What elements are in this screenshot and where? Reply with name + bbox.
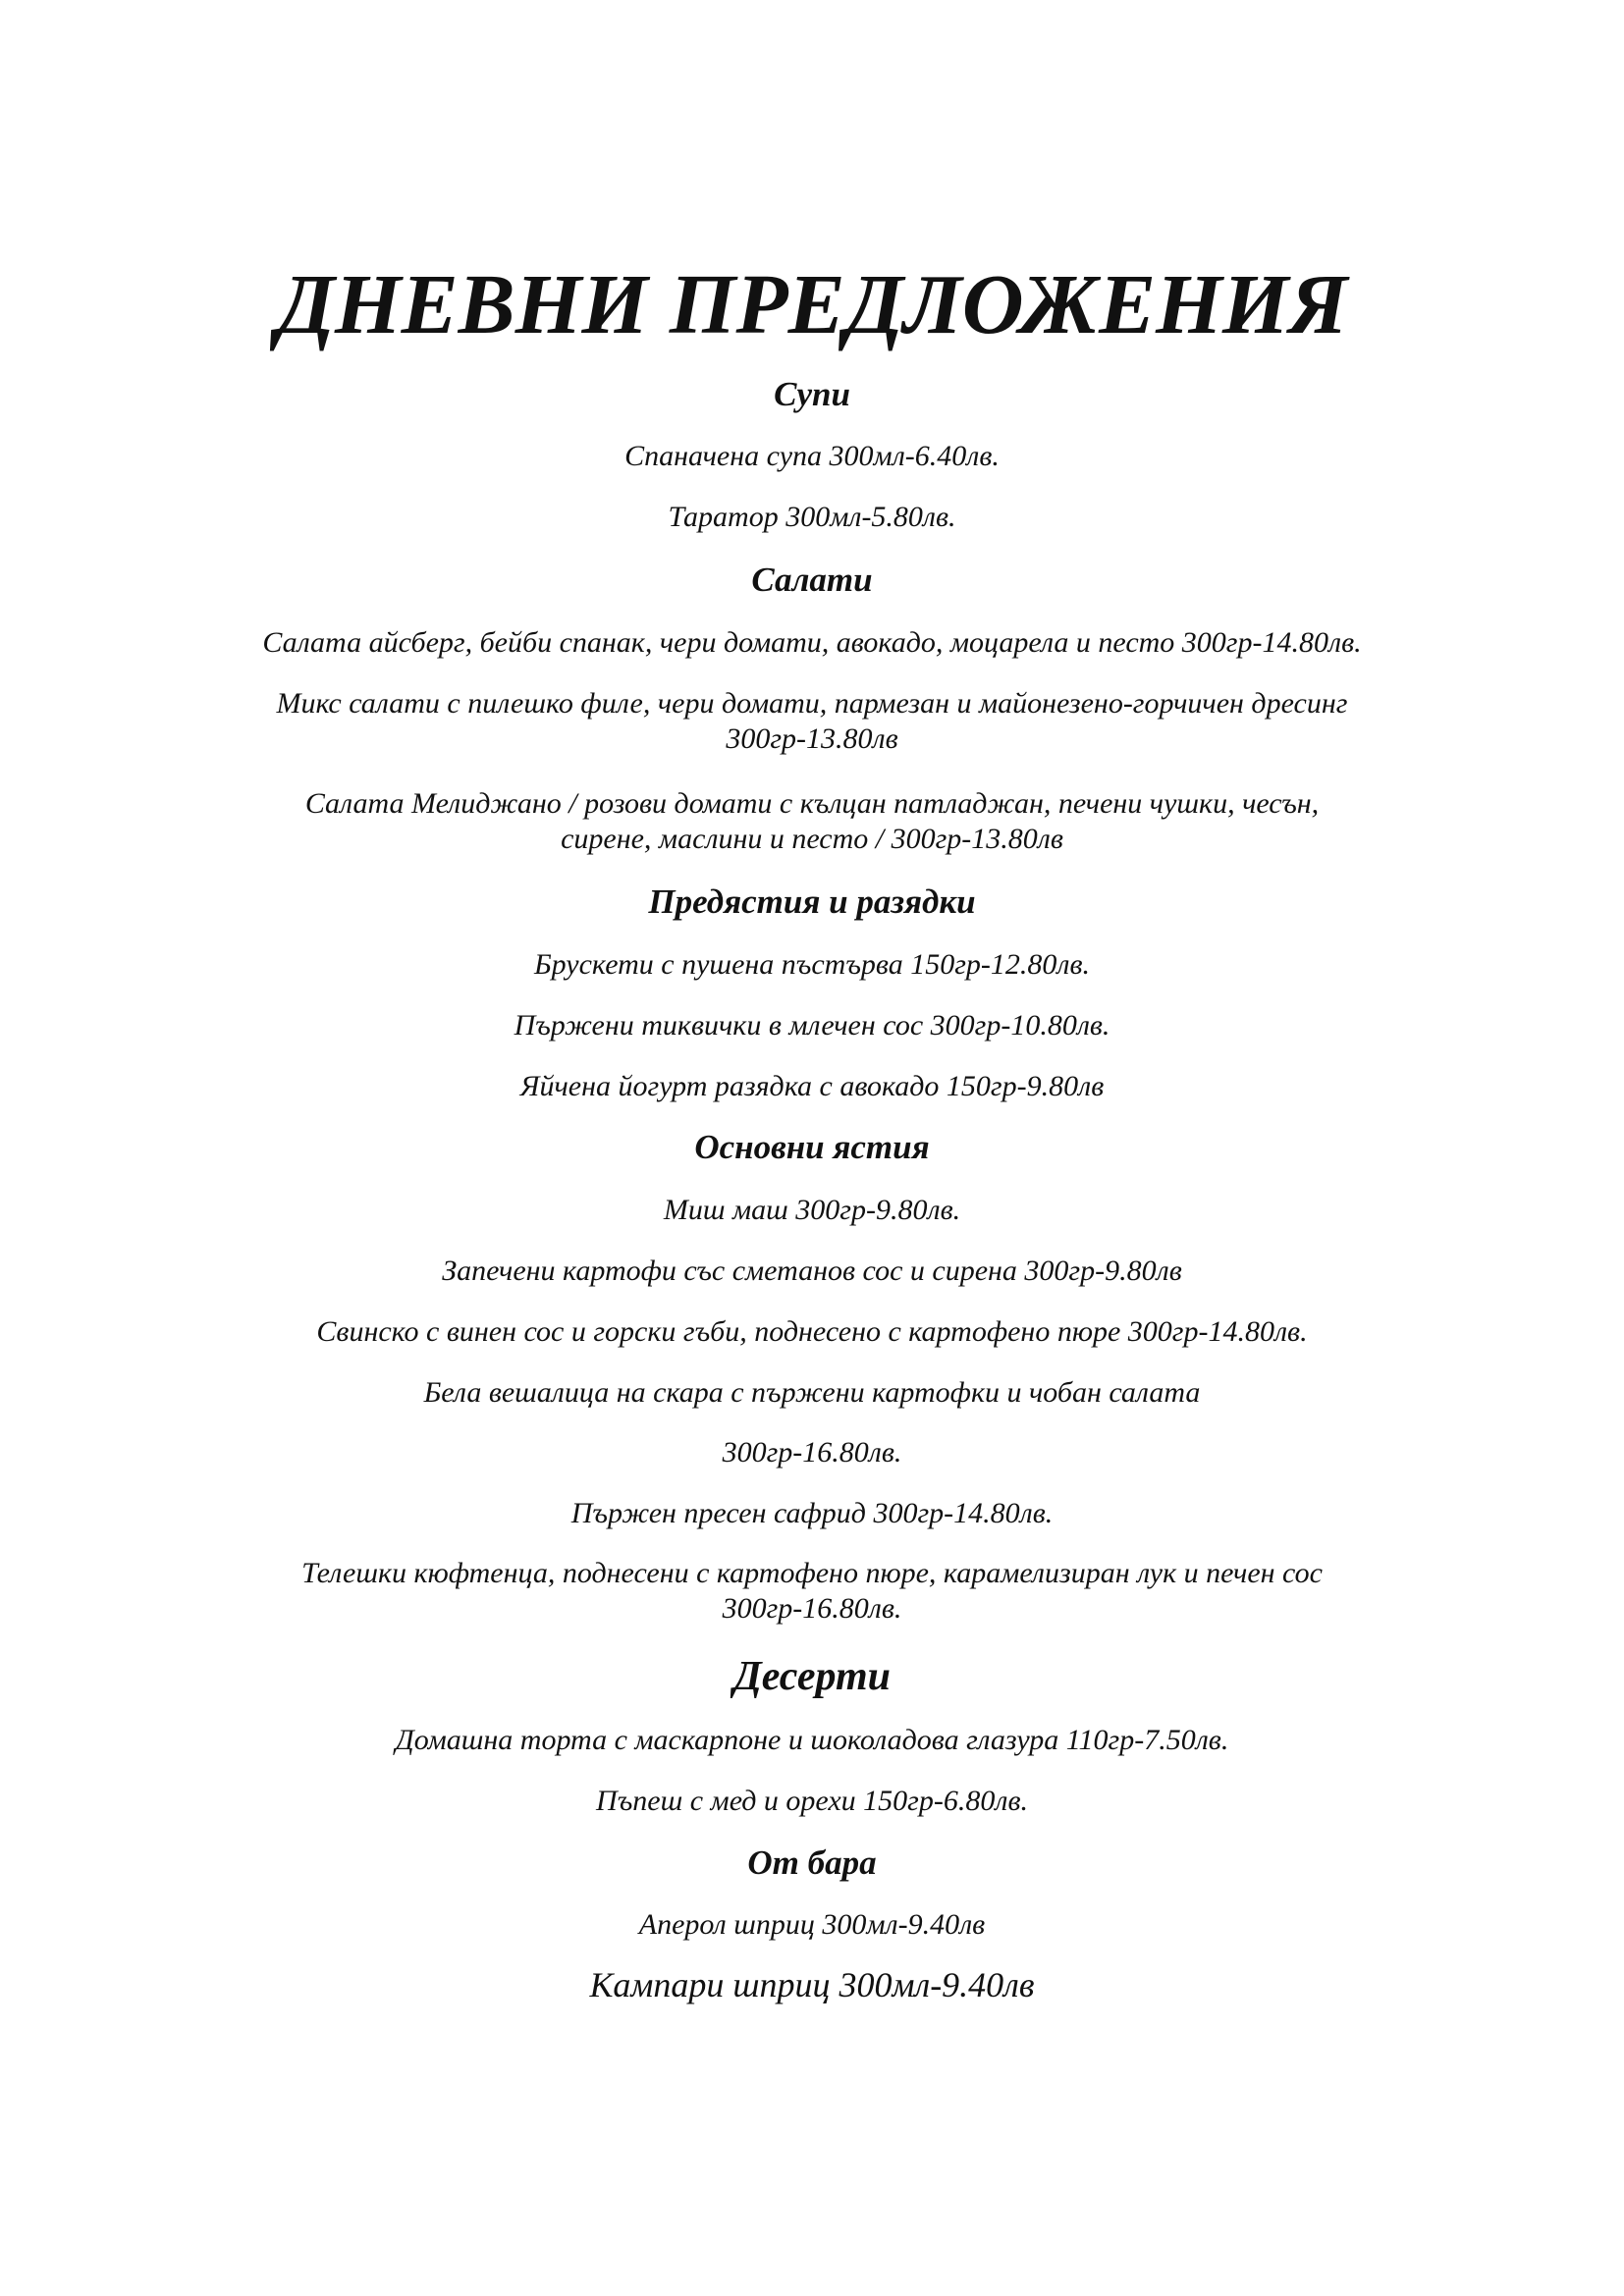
- section-heading-appetizers: Предястия и разядки: [648, 882, 976, 921]
- menu-item: Домашна торта с маскарпоне и шоколадова глазура 110гр-7.50лв.: [395, 1724, 1229, 1756]
- menu-item: Свинско с винен сос и горски гъби, поднесено с картофено пюре 300гр-14.80лв.: [316, 1315, 1308, 1348]
- menu-item: Пъпеш с мед и орехи 150гр-6.80лв.: [596, 1785, 1028, 1817]
- section-heading-salads: Салати: [751, 561, 873, 599]
- menu-item-continued: 300гр-13.80лв: [726, 722, 898, 755]
- menu-item: Запечени картофи със сметанов сос и сирена 300гр-9.80лв: [442, 1255, 1182, 1287]
- menu-item: Микс салати с пилешко филе, чери домати, пармезан и майонезено-горчичен дресинг: [276, 687, 1348, 720]
- menu-item: Спаначена супа 300мл-6.40лв.: [624, 440, 1000, 472]
- menu-item: Яйчена йогурт разядка с авокадо 150гр-9.80лв: [519, 1070, 1105, 1102]
- menu-item: Таратор 300мл-5.80лв.: [668, 501, 956, 533]
- section-heading-desserts: Десерти: [733, 1654, 891, 1699]
- menu-item: Телешки кюфтенца, поднесени с картофено пюре, карамелизиран лук и печен сос: [301, 1557, 1323, 1589]
- menu-item: Кампари шприц 300мл-9.40лв: [589, 1965, 1035, 2004]
- menu-item: Пържен пресен сафрид 300гр-14.80лв.: [570, 1497, 1054, 1529]
- menu-item-continued: 300гр-16.80лв.: [722, 1592, 902, 1625]
- section-heading-main-courses: Основни ястия: [694, 1128, 930, 1166]
- menu-item: Аперол шприц 300мл-9.40лв: [638, 1908, 986, 1941]
- menu-item: Пържени тиквички в млечен сос 300гр-10.80лв.: [514, 1009, 1110, 1041]
- menu-item: Салата Мелиджано / розови домати с кълцан патладжан, печени чушки, чесън,: [304, 787, 1320, 820]
- menu-item: Брускети с пушена пъстърва 150гр-12.80лв.: [533, 948, 1090, 981]
- menu-item: Миш маш 300гр-9.80лв.: [663, 1194, 961, 1226]
- menu-item-continued: сирене, маслини и песто / 300гр-13.80лв: [561, 823, 1063, 855]
- menu-item: Салата айсберг, бейби спанак, чери домати, авокадо, моцарела и песто 300гр-14.80лв.: [262, 626, 1362, 659]
- page-title: ДНЕВНИ ПРЕДЛОЖЕНИЯ: [276, 256, 1348, 351]
- section-heading-bar: От бара: [747, 1843, 877, 1882]
- menu-item: Бела вешалица на скара с пържени картофки и чобан салата: [423, 1376, 1201, 1409]
- section-heading-soups: Супи: [774, 375, 850, 413]
- menu-item: 300гр-16.80лв.: [722, 1436, 902, 1468]
